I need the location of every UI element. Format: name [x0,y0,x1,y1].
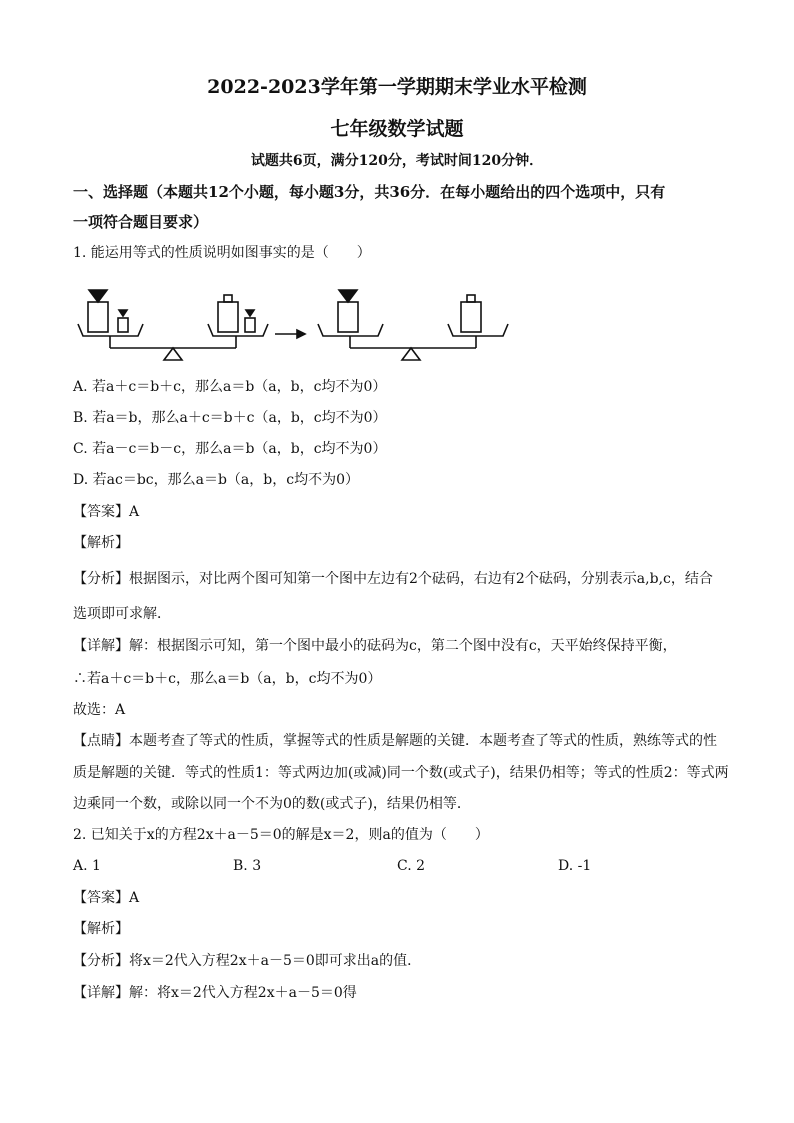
q1-dianjing-line2: 质是解题的关键．等式的性质1：等式两边加(或减)同一个数(或式子)，结果仍相等；等式的性质2：等式两 [73,765,729,781]
q2-option-d: D. -1 [558,858,592,874]
weight-b-2-handle [467,295,475,302]
weight-b-2 [461,302,481,332]
q1-xiangjie-line1: 【详解】解：根据图示可知，第一个图中最小的砝码为c，第二个图中没有c，天平始终保持平衡， [73,638,677,654]
weight-a [88,302,108,332]
section-heading-line2: 一项符合题目要求） [73,213,209,231]
weight-c-left [118,318,128,332]
weight-c-left-handle [119,310,127,316]
q1-fenxi-line2: 选项即可求解． [73,606,171,622]
q2-option-c: C. 2 [397,858,426,874]
q2-fenxi: 【分析】将x＝2代入方程2x＋a－5＝0即可求出a的值． [73,953,422,969]
right-balance [318,290,508,360]
q1-xiangjie-line2: ∴若a＋c＝b＋c，那么a＝b（a，b，c均不为0） [73,671,382,687]
arrow [275,330,305,338]
q1-analysis-tag: 【解析】 [73,535,129,551]
q1-option-b: B. 若a＝b，那么a＋c＝b＋c（a，b，c均不为0） [73,410,387,426]
q1-option-d: D. 若ac＝bc，那么a＝b（a，b，c均不为0） [73,472,359,488]
weight-b [218,302,238,332]
exam-title: 2022-2023学年第一学期期末学业水平检测 [207,76,587,98]
q1-option-c: C. 若a－c＝b－c，那么a＝b（a，b，c均不为0） [73,441,387,457]
q2-answer: 【答案】A [73,890,140,906]
q1-dianjing-line3: 边乘同一个数，或除以同一个不为0的数(或式子)，结果仍相等． [73,796,471,812]
right-pan-left [318,324,383,336]
balance-scale-figure [73,282,523,372]
q2-stem: 2. 已知关于x的方程2x＋a－5＝0的解是x＝2，则a的值为（ ） [73,827,489,843]
weight-c-right-handle [246,310,254,316]
q2-xiangjie: 【详解】解：将x＝2代入方程2x＋a－5＝0得 [73,985,357,1001]
q1-choose: 故选：A [73,702,126,718]
weight-b-handle [224,295,232,302]
right-pan-right [448,324,508,336]
q2-analysis-tag: 【解析】 [73,921,129,937]
right-fulcrum [402,348,420,360]
q2-option-a: A. 1 [73,858,101,874]
weight-a-2 [338,302,358,332]
weight-a-2-handle [339,290,357,302]
q1-fenxi-line1: 【分析】根据图示，对比两个图可知第一个图中左边有2个砝码，右边有2个砝码，分别表示a,b,c，结合 [73,571,713,587]
left-fulcrum [164,348,182,360]
section-heading-line1: 一、选择题（本题共12个小题，每小题3分，共36分．在每小题给出的四个选项中，只有 [73,183,666,201]
exam-info: 试题共6页，满分120分，考试时间120分钟． [250,153,544,169]
weight-a-handle [89,290,107,302]
q1-stem: 1. 能运用等式的性质说明如图事实的是（ ） [73,245,371,261]
left-balance [78,290,268,360]
exam-subject-title: 七年级数学试题 [330,118,464,140]
q1-option-a: A. 若a＋c＝b＋c，那么a＝b（a，b，c均不为0） [73,379,387,395]
weight-c-right [245,318,255,332]
q2-option-b: B. 3 [233,858,262,874]
q1-dianjing-line1: 【点睛】本题考查了等式的性质，掌握等式的性质是解题的关键．本题考查了等式的性质，熟练等式的性 [73,733,717,749]
q1-answer: 【答案】A [73,504,140,520]
